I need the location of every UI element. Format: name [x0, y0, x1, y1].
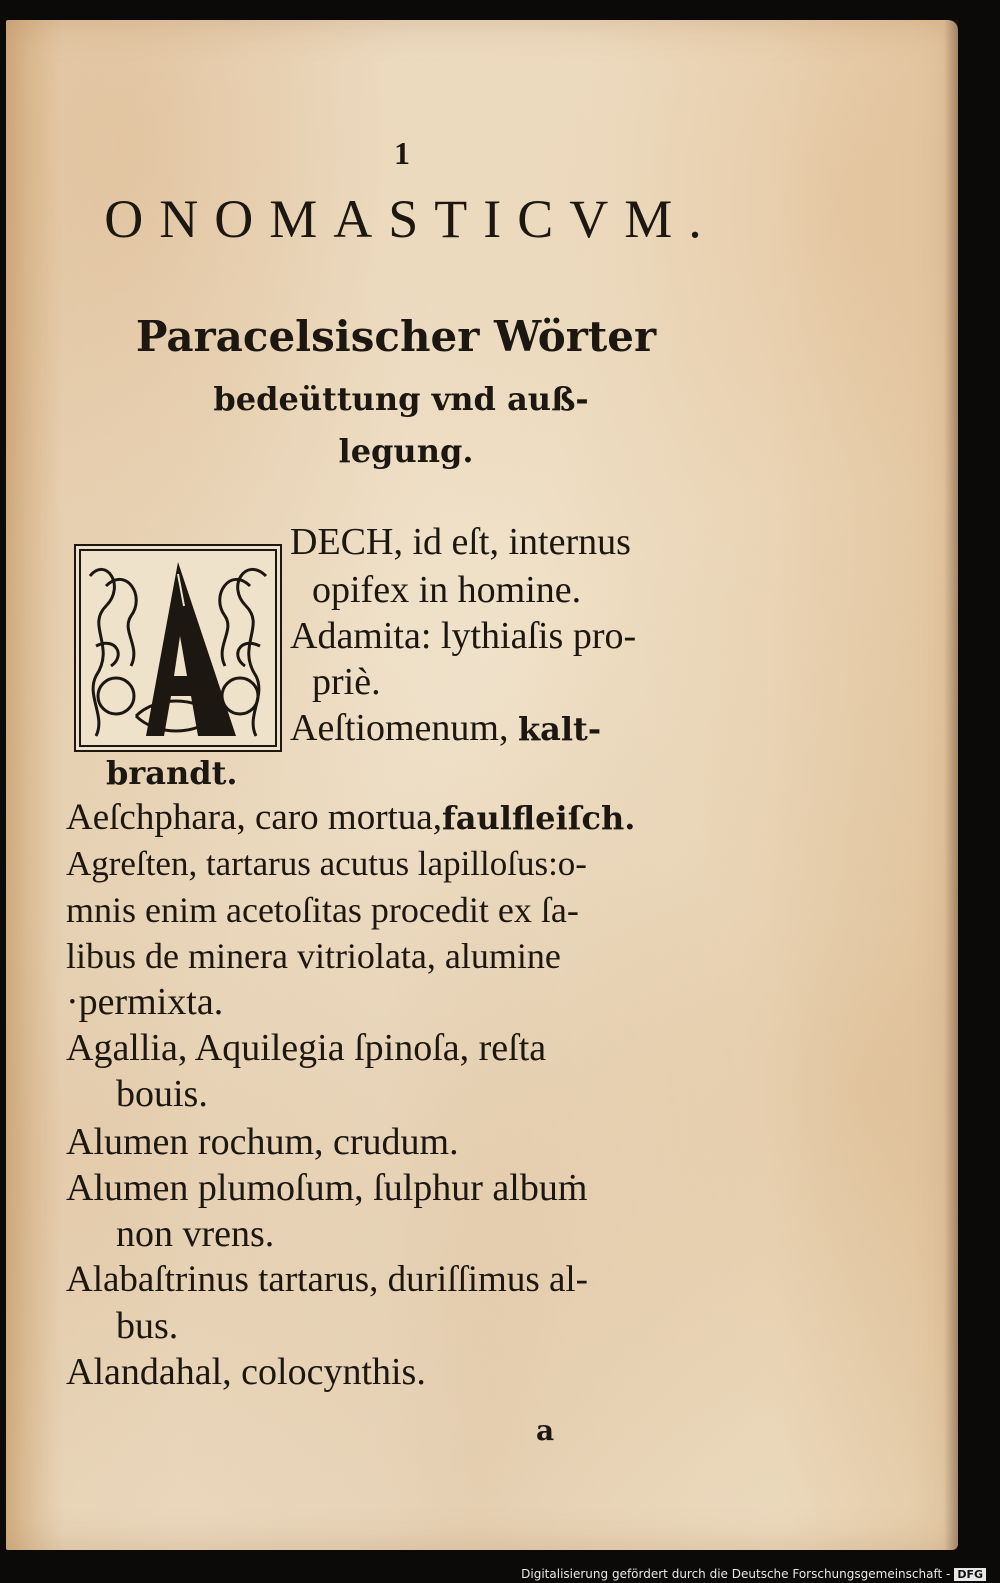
entry-line-15: Alumen plumoſum, ſulphur albuṁ — [66, 1167, 588, 1209]
entry-line-9: mnis enim acetoſitas procedit ex ſa- — [66, 890, 579, 930]
entry-line-6 — [106, 750, 238, 795]
entry-line-8: Agreſten, tartarus acutus lapilloſus:o- — [66, 844, 587, 883]
entry-line-2: opifex in homine. — [312, 569, 582, 611]
entry-line-4: priè. — [312, 661, 381, 703]
decorated-initial-a — [74, 544, 282, 752]
dfg-logo: DFG — [954, 1568, 986, 1581]
subtitle-line-2: bedeüttung vnd auß- — [213, 380, 589, 418]
signature-mark: a — [536, 1414, 555, 1447]
blackletter-word: kalt- — [517, 710, 602, 748]
page-number: 1 — [394, 135, 410, 171]
entry-line-11: ·permixta. — [66, 981, 224, 1023]
entry-line-14: Alumen rochum, crudum. — [66, 1121, 459, 1163]
entry-line-5: Aeſtiomenum, kalt- — [290, 707, 602, 749]
book-page — [6, 20, 958, 1550]
entry-line-13: bouis. — [116, 1073, 208, 1115]
entry-line-1: DECH, id eſt, internus — [290, 521, 631, 563]
entry-line-16: non vrens. — [116, 1213, 275, 1255]
entry-line-18: bus. — [116, 1305, 179, 1347]
digitization-footer — [521, 1567, 986, 1581]
subtitle-line-1: Paracelsischer Wörter — [135, 312, 657, 361]
footer-text: Digitalisierung gefördert durch die Deutsche Forschungsgemeinschaft - — [521, 1567, 951, 1581]
ornament-illustration — [76, 546, 280, 750]
entry-line-17: Alabaſtrinus tartarus, duriſſimus al- — [66, 1259, 588, 1300]
blackletter-word: brandt. — [106, 754, 238, 792]
page-title: ONOMASTICVM. — [104, 189, 718, 249]
entry-line-19: Alandahal, colocynthis. — [66, 1351, 426, 1393]
blackletter-word: faulfleiſch. — [441, 799, 636, 837]
entry-line-3: Adamita: lythiaſis pro- — [290, 615, 637, 657]
subtitle-line-3: legung. — [338, 432, 474, 470]
entry-line-12: Agallia, Aquilegia ſpinoſa, reſta — [66, 1027, 547, 1069]
entry-line-10: libus de minera vitriolata, alumine — [66, 936, 561, 976]
entry-line-7: Aeſchphara, caro mortua,faulfleiſch. — [66, 797, 636, 838]
